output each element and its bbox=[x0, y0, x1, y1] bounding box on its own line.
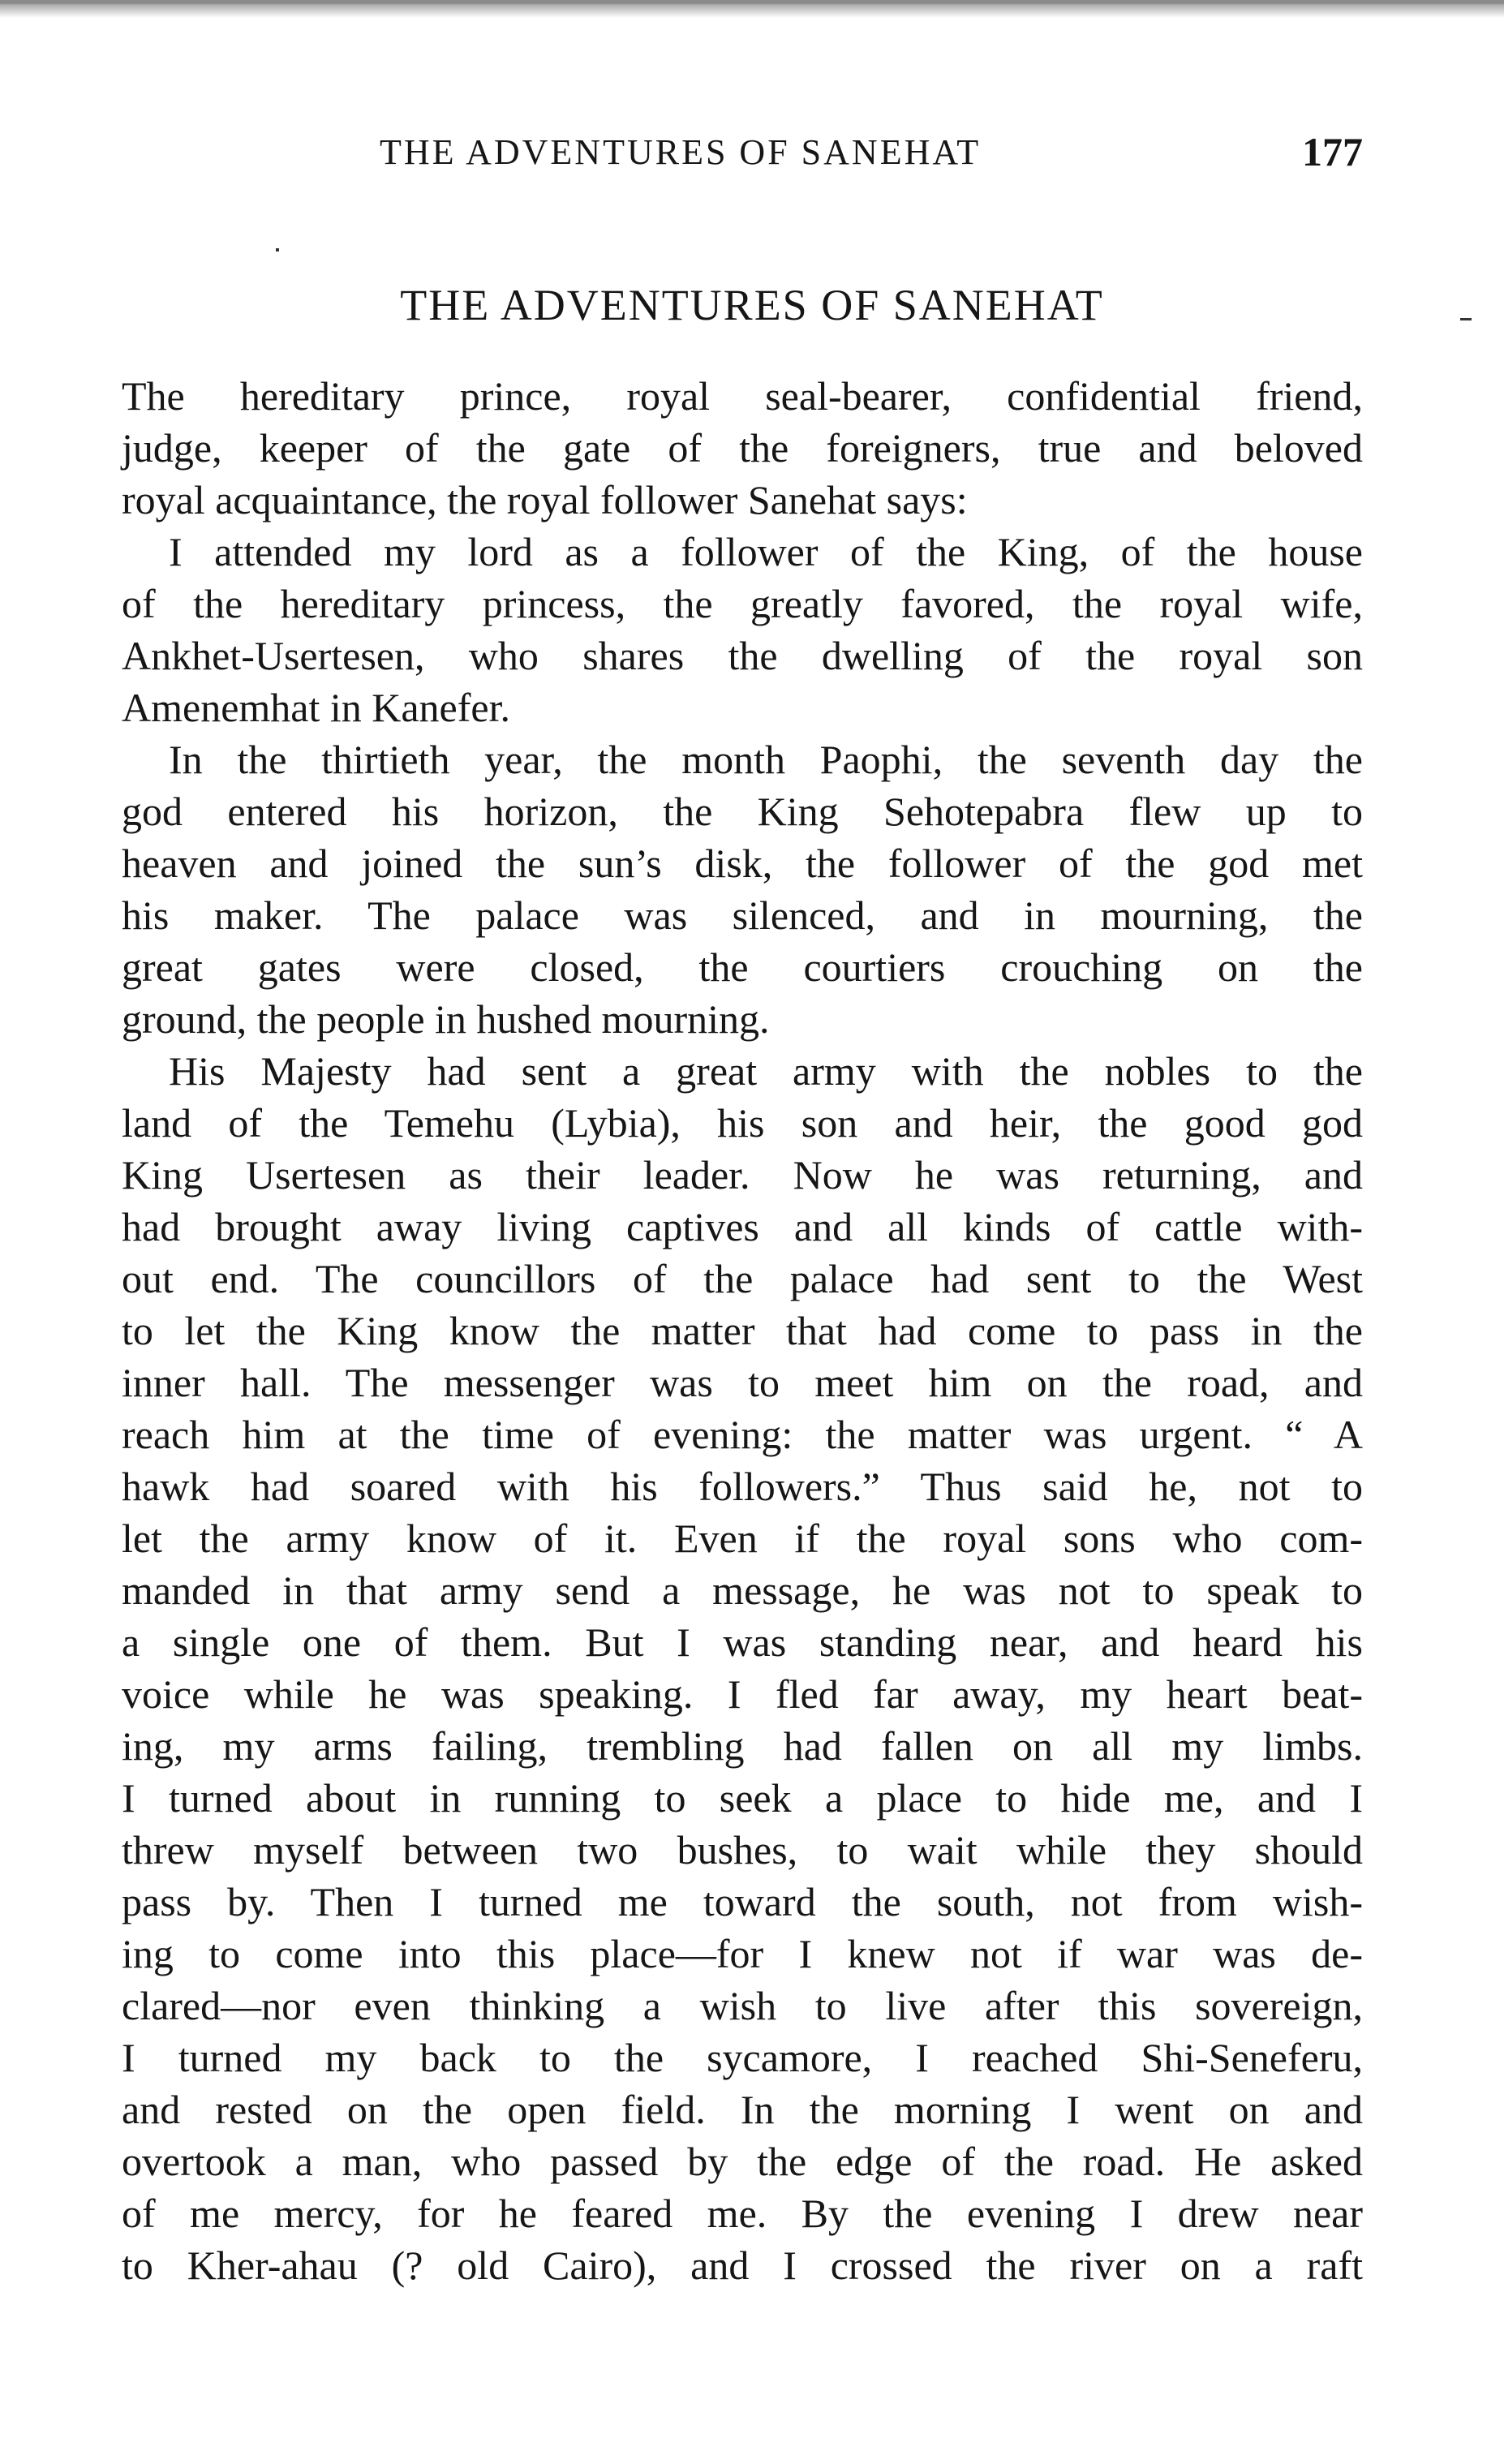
text-line: had brought away living captives and all kinds of cattle with- bbox=[122, 1204, 1363, 1249]
stray-ink-mark bbox=[1460, 318, 1472, 320]
running-head bbox=[122, 128, 1363, 177]
stray-ink-mark bbox=[276, 248, 279, 252]
text-line: threw myself between two bushes, to wait while they should bbox=[122, 1827, 1363, 1873]
text-line: ground, the people in hushed mourning. bbox=[122, 996, 770, 1042]
text-line: to let the King know the matter that had come to pass in the bbox=[122, 1308, 1363, 1353]
body-text bbox=[122, 370, 1363, 2291]
text-line: clared—nor even thinking a wish to live after this sovereign, bbox=[122, 1983, 1363, 2028]
text-line: voice while he was speaking. I fled far away, my heart beat- bbox=[122, 1671, 1363, 1717]
text-line: god entered his horizon, the King Sehotepabra flew up to bbox=[122, 789, 1363, 834]
text-line: reach him at the time of evening: the matter was urgent. “ A bbox=[122, 1412, 1363, 1457]
text-line: The hereditary prince, royal seal-bearer, confidential friend, bbox=[122, 373, 1363, 419]
text-line: a single one of them. But I was standing near, and heard his bbox=[122, 1619, 1363, 1665]
text-line: His Majesty had sent a great army with the nobles to the bbox=[169, 1048, 1363, 1094]
text-line: I turned my back to the sycamore, I reached Shi-Seneferu, bbox=[122, 2035, 1363, 2080]
text-line: King Usertesen as their leader. Now he was returning, and bbox=[122, 1152, 1363, 1198]
text-line: of me mercy, for he feared me. By the evening I drew near bbox=[122, 2191, 1363, 2236]
page-number: 177 bbox=[1302, 129, 1363, 174]
text-line: great gates were closed, the courtiers crouching on the bbox=[122, 944, 1363, 990]
running-title: THE ADVENTURES OF SANEHAT bbox=[380, 132, 982, 172]
text-line: out end. The councillors of the palace had sent to the West bbox=[122, 1256, 1363, 1301]
text-line: Amenemhat in Kanefer. bbox=[122, 685, 510, 730]
text-line: inner hall. The messenger was to meet him on the road, and bbox=[122, 1360, 1363, 1405]
text-line: heaven and joined the sun’s disk, the follower of the god met bbox=[122, 841, 1363, 886]
text-line: hawk had soared with his followers.” Thus said he, not to bbox=[122, 1464, 1363, 1509]
text-line: judge, keeper of the gate of the foreigners, true and beloved bbox=[122, 425, 1363, 471]
text-line: royal acquaintance, the royal follower Sanehat says: bbox=[122, 477, 968, 522]
text-line: ing, my arms failing, trembling had fallen on all my limbs. bbox=[122, 1723, 1363, 1769]
text-line: land of the Temehu (Lybia), his son and heir, the good god bbox=[122, 1100, 1363, 1146]
text-line: ing to come into this place—for I knew not if war was de- bbox=[122, 1931, 1363, 1976]
text-line: I turned about in running to seek a place to hide me, and I bbox=[122, 1775, 1363, 1821]
text-line: and rested on the open field. In the morning I went on and bbox=[122, 2087, 1363, 2132]
text-line: of the hereditary princess, the greatly favored, the royal wife, bbox=[122, 581, 1363, 626]
text-line: I attended my lord as a follower of the King, of the house bbox=[169, 529, 1363, 574]
text-line: manded in that army send a message, he was not to speak to bbox=[122, 1567, 1363, 1613]
text-line: pass by. Then I turned me toward the south, not from wish- bbox=[122, 1879, 1363, 1924]
text-line: his maker. The palace was silenced, and in mourning, the bbox=[122, 892, 1363, 938]
text-line: to Kher-ahau (? old Cairo), and I crossed the river on a raft bbox=[122, 2243, 1363, 2288]
text-line: overtook a man, who passed by the edge of the road. He asked bbox=[122, 2139, 1363, 2184]
chapter-title: THE ADVENTURES OF SANEHAT bbox=[400, 281, 1104, 329]
scan-top-edge bbox=[0, 0, 1504, 21]
text-line: Ankhet-Usertesen, who shares the dwelling of the royal son bbox=[122, 633, 1363, 678]
text-line: let the army know of it. Even if the royal sons who com- bbox=[122, 1516, 1363, 1561]
text-line: In the thirtieth year, the month Paophi, the seventh day the bbox=[169, 737, 1363, 782]
